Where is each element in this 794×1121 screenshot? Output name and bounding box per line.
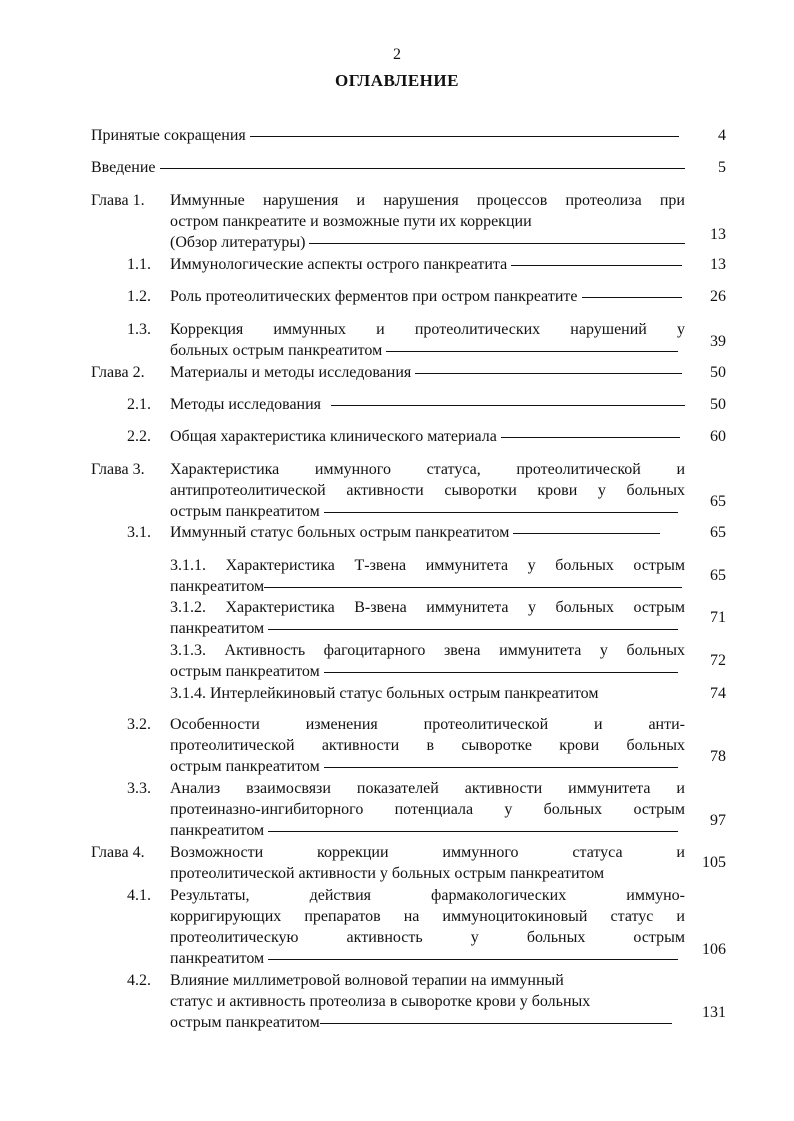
leader-line bbox=[331, 405, 685, 406]
leader-line bbox=[324, 512, 678, 513]
toc-entry-text: Иммунологические аспекты острого панкреатита bbox=[170, 256, 508, 273]
toc-entry-text: Анализ взаимосвязи показателей активности иммунитета и bbox=[170, 780, 685, 797]
toc-entry-text: корригирующих препаратов на иммуноцитокиновый статус и bbox=[170, 908, 685, 925]
toc-entry-text: Иммунный статус больных острым панкреатитом bbox=[170, 524, 510, 541]
toc-entry-label: Глава 1. bbox=[91, 192, 145, 209]
toc-entry-text: панкреатитом bbox=[170, 620, 265, 637]
page-title: ОГЛАВЛЕНИЕ bbox=[335, 71, 459, 90]
toc-entry-text: 3.1.4. Интерлейкиновый статус больных острым панкреатитом bbox=[170, 685, 599, 702]
leader-line bbox=[324, 672, 678, 673]
toc-entry-page: 131 bbox=[702, 1004, 726, 1021]
toc-entry-label: 3.1. bbox=[127, 524, 151, 541]
toc-entry-label: 2.1. bbox=[127, 396, 151, 413]
leader-line bbox=[386, 351, 678, 352]
leader-line bbox=[324, 767, 678, 768]
toc-entry-label: Глава 4. bbox=[91, 844, 145, 861]
toc-entry-text: Результаты, действия фармакологических иммуно- bbox=[170, 887, 685, 904]
leader-line bbox=[320, 1023, 672, 1024]
toc-entry-page: 97 bbox=[710, 812, 726, 829]
leader-line bbox=[268, 629, 678, 630]
toc-entry-page: 5 bbox=[718, 159, 726, 176]
toc-entry-text: 3.1.2. Характеристика В-звена иммунитета у больных острым bbox=[170, 599, 685, 616]
leader-line bbox=[268, 959, 678, 960]
toc-entry-text: Коррекция иммунных и протеолитических нарушений у bbox=[170, 321, 685, 338]
toc-entry-page: 13 bbox=[710, 256, 726, 273]
toc-entry-text: антипротеолитической активности сыворотки крови у больных bbox=[170, 482, 685, 499]
toc-entry-text: (Обзор литературы) bbox=[170, 234, 306, 251]
toc-entry-page: 50 bbox=[710, 364, 726, 381]
toc-entry-page: 74 bbox=[710, 685, 726, 702]
leader-line bbox=[250, 136, 679, 137]
toc-entry-text: Материалы и методы исследования bbox=[170, 364, 412, 381]
toc-entry-text: протеолитической активности в сыворотке крови больных bbox=[170, 737, 685, 754]
toc-entry-text: протеолитическую активность у больных острым bbox=[170, 929, 685, 946]
toc-entry-page: 50 bbox=[710, 396, 726, 413]
toc-entry-text: Иммунные нарушения и нарушения процессов протеолиза при bbox=[170, 192, 685, 209]
toc-entry-page: 60 bbox=[710, 428, 726, 445]
toc-entry-label: 4.1. bbox=[127, 887, 151, 904]
leader-line bbox=[264, 587, 682, 588]
toc-entry-label: Глава 3. bbox=[91, 461, 145, 478]
toc-entry-text: Введение bbox=[91, 159, 156, 176]
toc-entry-text: протеиназно-ингибиторного потенциала у больных острым bbox=[170, 801, 685, 818]
toc-entry-label: 3.3. bbox=[127, 780, 151, 797]
toc-entry-page: 13 bbox=[710, 226, 726, 243]
toc-entry-text: острым панкреатитом bbox=[170, 758, 320, 775]
toc-entry-text: 3.1.1. Характеристика Т-звена иммунитета у больных острым bbox=[170, 557, 685, 574]
toc-entry-text: протеолитической активности у больных острым панкреатитом bbox=[170, 865, 605, 882]
leader-line bbox=[415, 373, 682, 374]
leader-line bbox=[511, 265, 682, 266]
toc-entry-text: Характеристика иммунного статуса, протеолитической и bbox=[170, 461, 685, 478]
toc-entry-text: Принятые сокращения bbox=[91, 127, 246, 144]
toc-entry-label: 1.1. bbox=[127, 256, 151, 273]
toc-entry-page: 72 bbox=[710, 652, 726, 669]
toc-entry-text: статус и активность протеолиза в сыворотке крови у больных bbox=[170, 993, 591, 1010]
toc-entry-page: 106 bbox=[702, 941, 726, 958]
toc-entry-page: 4 bbox=[718, 127, 726, 144]
toc-entry-label: Глава 2. bbox=[91, 364, 145, 381]
leader-line bbox=[268, 831, 678, 832]
toc-entry-text: Общая характеристика клинического материала bbox=[170, 428, 497, 445]
toc-entry-page: 65 bbox=[710, 493, 726, 510]
leader-line bbox=[513, 533, 660, 534]
toc-entry-label: 3.2. bbox=[127, 716, 151, 733]
toc-entry-page: 65 bbox=[710, 524, 726, 541]
toc-entry-text: больных острым панкреатитом bbox=[170, 342, 383, 359]
toc-entry-text: Возможности коррекции иммунного статуса и bbox=[170, 844, 685, 861]
leader-line bbox=[160, 168, 686, 169]
toc-entry-page: 105 bbox=[702, 854, 726, 871]
leader-line bbox=[582, 297, 682, 298]
toc-entry-text: панкреатитом bbox=[170, 950, 265, 967]
toc-entry-label: 2.2. bbox=[127, 428, 151, 445]
toc-entry-page: 39 bbox=[710, 333, 726, 350]
toc-entry-text: Методы исследования bbox=[170, 396, 322, 413]
toc-entry-text: острым панкреатитом bbox=[170, 1014, 320, 1031]
toc-entry-text: Роль протеолитических ферментов при остром панкреатите bbox=[170, 288, 578, 305]
toc-entry-label: 4.2. bbox=[127, 972, 151, 989]
toc-entry-text: 3.1.3. Активность фагоцитарного звена иммунитета у больных bbox=[170, 642, 685, 659]
toc-entry-text: остром панкреатите и возможные пути их коррекции bbox=[170, 213, 532, 230]
toc-entry-text: Влияние миллиметровой волновой терапии на иммунный bbox=[170, 972, 564, 989]
toc-entry-label: 1.2. bbox=[127, 288, 151, 305]
toc-entry-text: острым панкреатитом bbox=[170, 503, 320, 520]
toc-entry-label: 1.3. bbox=[127, 321, 151, 338]
toc-entry-text: Особенности изменения протеолитической и анти- bbox=[170, 716, 685, 733]
leader-line bbox=[501, 437, 680, 438]
toc-entry-text: острым панкреатитом bbox=[170, 663, 320, 680]
toc-entry-page: 26 bbox=[710, 288, 726, 305]
toc-entry-page: 78 bbox=[710, 748, 726, 765]
toc-entry-text: панкреатитом bbox=[170, 822, 265, 839]
page-number: 2 bbox=[393, 46, 401, 63]
toc-entry-page: 71 bbox=[710, 609, 726, 626]
toc-entry-text: панкреатитом bbox=[170, 578, 265, 595]
toc-entry-page: 65 bbox=[710, 567, 726, 584]
leader-line bbox=[309, 243, 685, 244]
